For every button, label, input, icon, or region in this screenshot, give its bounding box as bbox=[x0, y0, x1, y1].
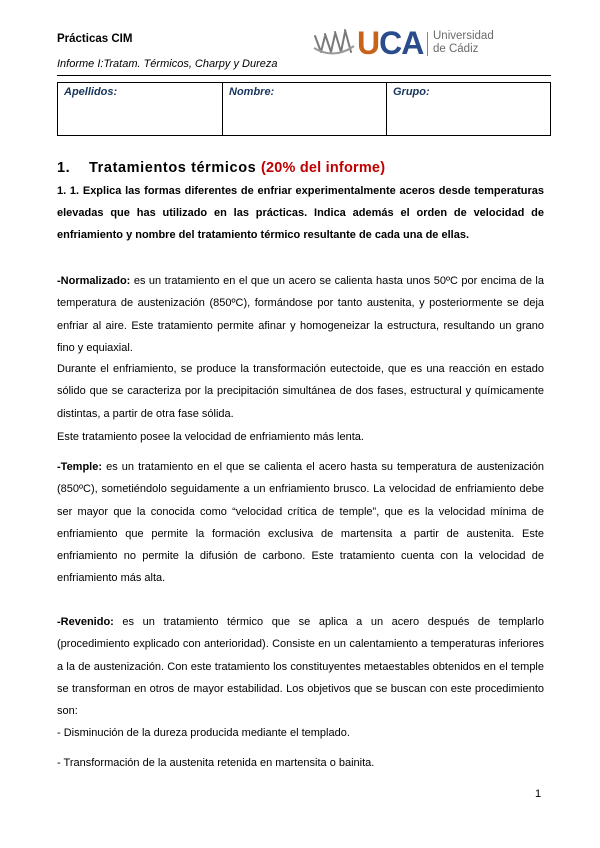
university-name: Universidad de Cádiz bbox=[433, 30, 494, 55]
grupo-label: Grupo: bbox=[393, 86, 430, 98]
normalizado-text: es un tratamiento en el que un acero se calienta hasta unos 50ºC por encima de la temperatura de austenización (850ºC), formándose por tanto austenita, y posteriormente se deja enfriar al aire. Este tratamiento permite afinar y homogeneizar la estructura, resultando un grano fino y equiaxial. bbox=[57, 275, 544, 354]
paragraph-revenido bbox=[57, 611, 544, 722]
temple-label: -Temple: bbox=[57, 461, 103, 473]
revenido-text: es un tratamiento térmico que se aplica a un acero después de templarlo (procedimiento explicado con anterioridad). Consiste en un calentamiento a temperaturas inferiores a la de austenización. Con este tratamiento los constituyentes metaestables obtenidos en el temple se transforman en otros de mayor estabilidad. Los objetivos que se buscan con este procedimiento son: bbox=[57, 616, 544, 718]
paragraph-lenta: Este tratamiento posee la velocidad de enfriamiento más lenta. bbox=[57, 431, 364, 443]
uca-logo bbox=[313, 24, 513, 64]
uca-waves-icon bbox=[313, 28, 355, 58]
section-weight: (20% del informe) bbox=[260, 160, 386, 176]
header-divider bbox=[57, 75, 551, 76]
apellidos-cell[interactable] bbox=[58, 83, 223, 135]
paragraph-enfriamiento: Durante el enfriamiento, se produce la transformación eutectoide, que es una reacción en estado sólido que se caracteriza por la precipitación simultánea de dos fases, estructural y químicamente distintas, a partir de otra fase sólida. bbox=[57, 363, 544, 420]
apellidos-label: Apellidos: bbox=[64, 86, 118, 98]
section-title: Tratamientos térmicos bbox=[89, 160, 257, 176]
logo-separator bbox=[427, 32, 428, 56]
paragraph-temple bbox=[57, 456, 544, 590]
section-heading bbox=[57, 160, 385, 176]
objetivo-2: - Transformación de la austenita retenida en martensita o bainita. bbox=[57, 757, 375, 769]
nombre-label: Nombre: bbox=[229, 86, 275, 98]
grupo-cell[interactable] bbox=[387, 83, 550, 135]
paragraph-normalizado bbox=[57, 270, 544, 359]
revenido-label: -Revenido: bbox=[57, 616, 114, 628]
student-info-table bbox=[57, 82, 551, 136]
objetivo-1: - Disminución de la dureza producida mediante el templado. bbox=[57, 727, 350, 739]
question-text: 1. 1. Explica las formas diferentes de enfriar experimentalmente aceros desde temperaturas elevadas que has utilizado en las prácticas. Indica además el orden de velocidad de enfriamiento y nombre del tratamiento térmico resultante de cada una de ellas. bbox=[57, 185, 544, 241]
nombre-cell[interactable] bbox=[223, 83, 387, 135]
section-number: 1. bbox=[57, 160, 71, 176]
header-title: Prácticas CIM bbox=[57, 33, 133, 45]
page-number: 1 bbox=[535, 788, 542, 800]
temple-text: es un tratamiento en el que se calienta el acero hasta su temperatura de austenización (850ºC), sometiéndolo seguidamente a un enfriamiento brusco. La velocidad de enfriamiento debe ser mayor que la conocida como “velocidad crítica de temple”, que es la velocidad mínima de enfriamiento que permite la formación exclusiva de martensita a partir de austenita. Este enfriamiento no permite la difusión de carbono. Este tratamiento cuenta con la velocidad de enfriamiento más alta. bbox=[57, 461, 544, 585]
normalizado-label: -Normalizado: bbox=[57, 275, 131, 287]
header-subtitle: Informe I:Tratam. Térmicos, Charpy y Dureza bbox=[57, 58, 278, 70]
uca-wordmark: UCA bbox=[357, 25, 424, 61]
